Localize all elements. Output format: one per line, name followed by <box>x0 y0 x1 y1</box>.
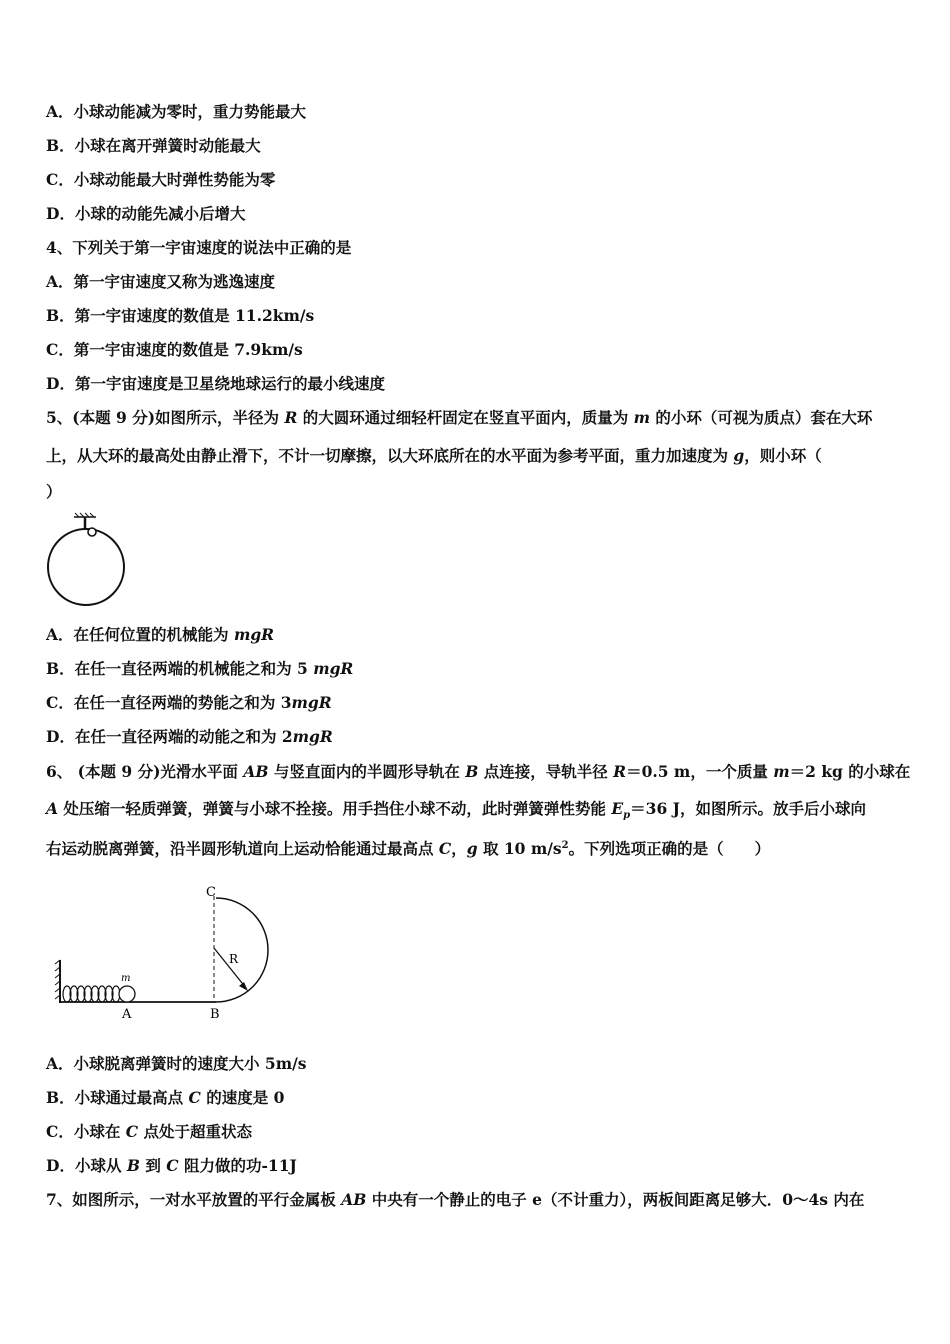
q5-option-a: A．在任何位置的机械能为 mgR <box>46 625 275 644</box>
q6-option-a: A．小球脱离弹簧时的速度大小 5m/s <box>46 1054 307 1073</box>
q3-option-c: C．小球动能最大时弹性势能为零 <box>46 170 276 189</box>
q6-stem-line1: 6、 (本题 9 分)光滑水平面 AB 与竖直面内的半圆形导轨在 B 点连接，导轨半径 R＝0.5 m，一个质量 m＝2 kg 的小球在 <box>46 762 911 781</box>
q6-stem-line2: A 处压缩一轻质弹簧，弹簧与小球不拴接。用手挡住小球不动，此时弹簧弹性势能 $E_p=36$ J，如图所示。放手后小球向 <box>46 799 866 822</box>
q6-option-c: C．小球在 C 点处于超重状态 <box>46 1122 252 1141</box>
q6-option-d: D．小球从 B 到 C 阻力做的功-11J <box>46 1156 297 1175</box>
label-c: C <box>206 885 216 900</box>
q3-option-b: B．小球在离开弹簧时动能最大 <box>46 136 261 155</box>
q5-option-b: B．在任一直径两端的机械能之和为 5 mgR <box>46 659 354 678</box>
q4-option-d: D．第一宇宙速度是卫星绕地球运行的最小线速度 <box>46 374 385 393</box>
q4-option-c: C．第一宇宙速度的数值是 7.9km/s <box>46 340 303 359</box>
q3-option-a: A．小球动能减为零时，重力势能最大 <box>46 102 307 121</box>
q5-option-d: D．在任一直径两端的动能之和为 2mgR <box>46 727 333 746</box>
q3-option-d: D．小球的动能先减小后增大 <box>46 204 246 223</box>
q4-stem: 4、下列关于第一宇宙速度的说法中正确的是 <box>46 238 352 257</box>
q4-option-b: B．第一宇宙速度的数值是 11.2km/s <box>46 306 315 325</box>
q5-stem-line3: ） <box>46 482 62 501</box>
q6-option-b: B．小球通过最高点 C 的速度是 0 <box>46 1088 285 1107</box>
q7-stem: 7、如图所示，一对水平放置的平行金属板 AB 中央有一个静止的电子 e（不计重力），两板间距离足够大．0～4s 内在 <box>46 1190 865 1209</box>
label-r: R <box>229 952 239 966</box>
q6-stem-line3: 右运动脱离弹簧，沿半圆形轨道向上运动恰能通过最高点 C，g 取 10 $m/s^2$。下列选项正确的是（ ） <box>46 839 771 859</box>
q4-option-a: A．第一宇宙速度又称为逃逸速度 <box>46 272 276 291</box>
q5-ring-figure <box>44 512 134 608</box>
label-a: A <box>122 1007 132 1022</box>
label-m: m <box>121 973 131 984</box>
label-b: B <box>210 1007 220 1022</box>
q5-stem-line2: 上，从大环的最高处由静止滑下，不计一切摩擦，以大环底所在的水平面为参考平面，重力加速度为 g，则小环（ <box>46 446 822 465</box>
q5-stem-line1: 5、(本题 9 分)如图所示，半径为 R 的大圆环通过细轻杆固定在竖直平面内，质量为 m 的小环（可视为质点）套在大环 <box>46 408 873 427</box>
q6-track-figure <box>50 880 280 1025</box>
q5-option-c: C．在任一直径两端的势能之和为 3mgR <box>46 693 332 712</box>
